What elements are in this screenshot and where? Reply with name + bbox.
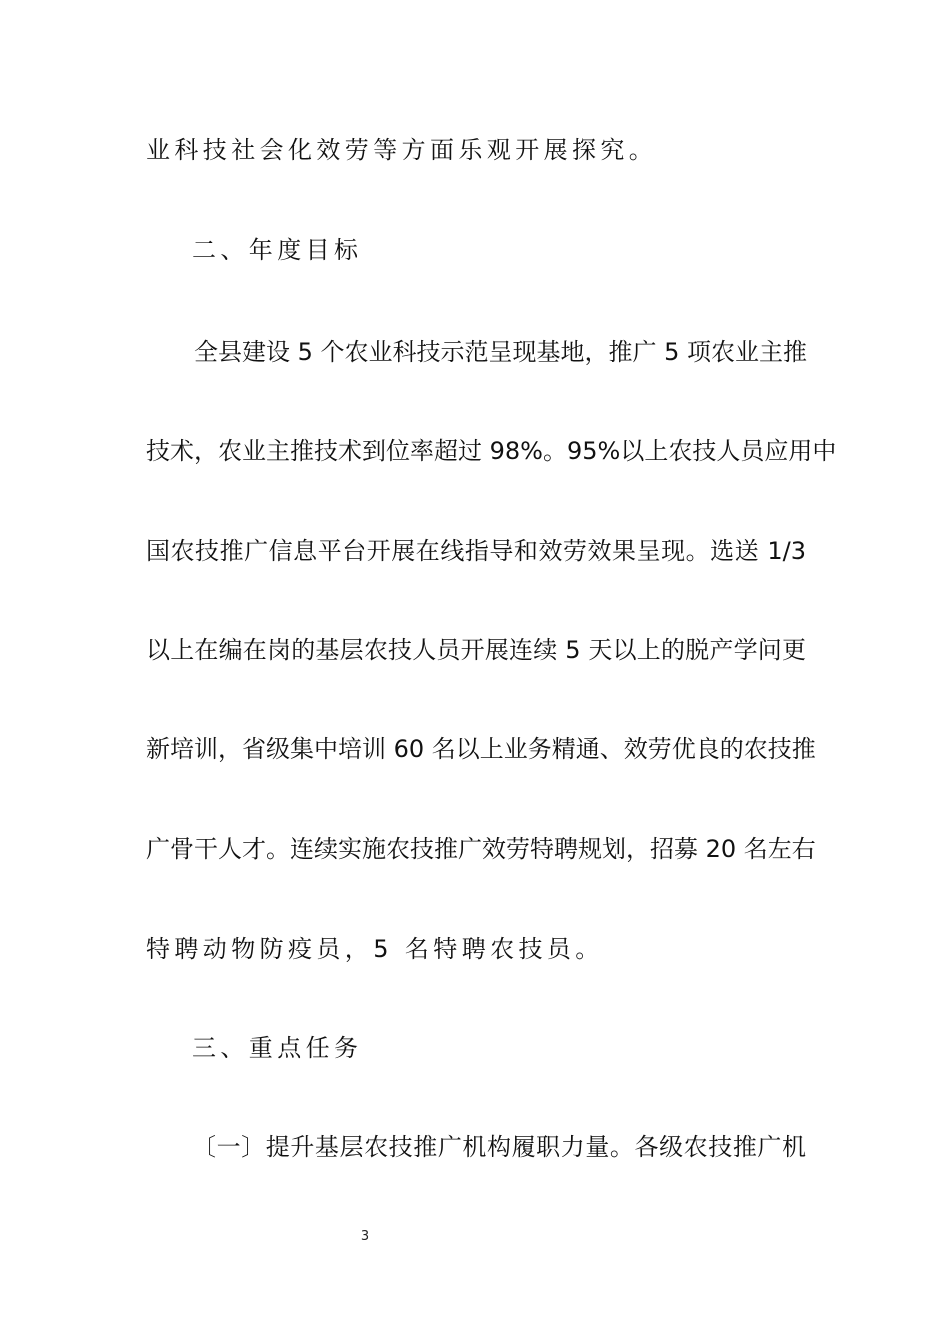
paragraph-line: 特聘动物防疫员，5 名特聘农技员。 xyxy=(146,935,604,963)
page-number: 3 xyxy=(360,1229,370,1244)
paragraph-line: 〔一〕提升基层农技推广机构履职力量。各级农技推广机 xyxy=(192,1133,806,1161)
paragraph-continuation: 业科技社会化效劳等方面乐观开展探究。 xyxy=(146,136,658,164)
paragraph-line: 广骨干人才。连续实施农技推广效劳特聘规划，招募 20 名左右 xyxy=(146,835,816,863)
section-heading-key-tasks: 三、重点任务 xyxy=(192,1034,363,1062)
paragraph-line: 国农技推广信息平台开展在线指导和效劳效果呈现。选送 1/3 xyxy=(146,537,806,565)
paragraph-line: 以上在编在岗的基层农技人员开展连续 5 天以上的脱产学问更 xyxy=(146,636,806,664)
paragraph-line: 全县建设 5 个农业科技示范呈现基地，推广 5 项农业主推 xyxy=(194,338,808,366)
paragraph-line: 技术，农业主推技术到位率超过 98%。95%以上农技人员应用中 xyxy=(146,437,837,465)
section-heading-annual-goals: 二、年度目标 xyxy=(192,236,363,264)
paragraph-line: 新培训，省级集中培训 60 名以上业务精通、效劳优良的农技推 xyxy=(146,735,816,763)
